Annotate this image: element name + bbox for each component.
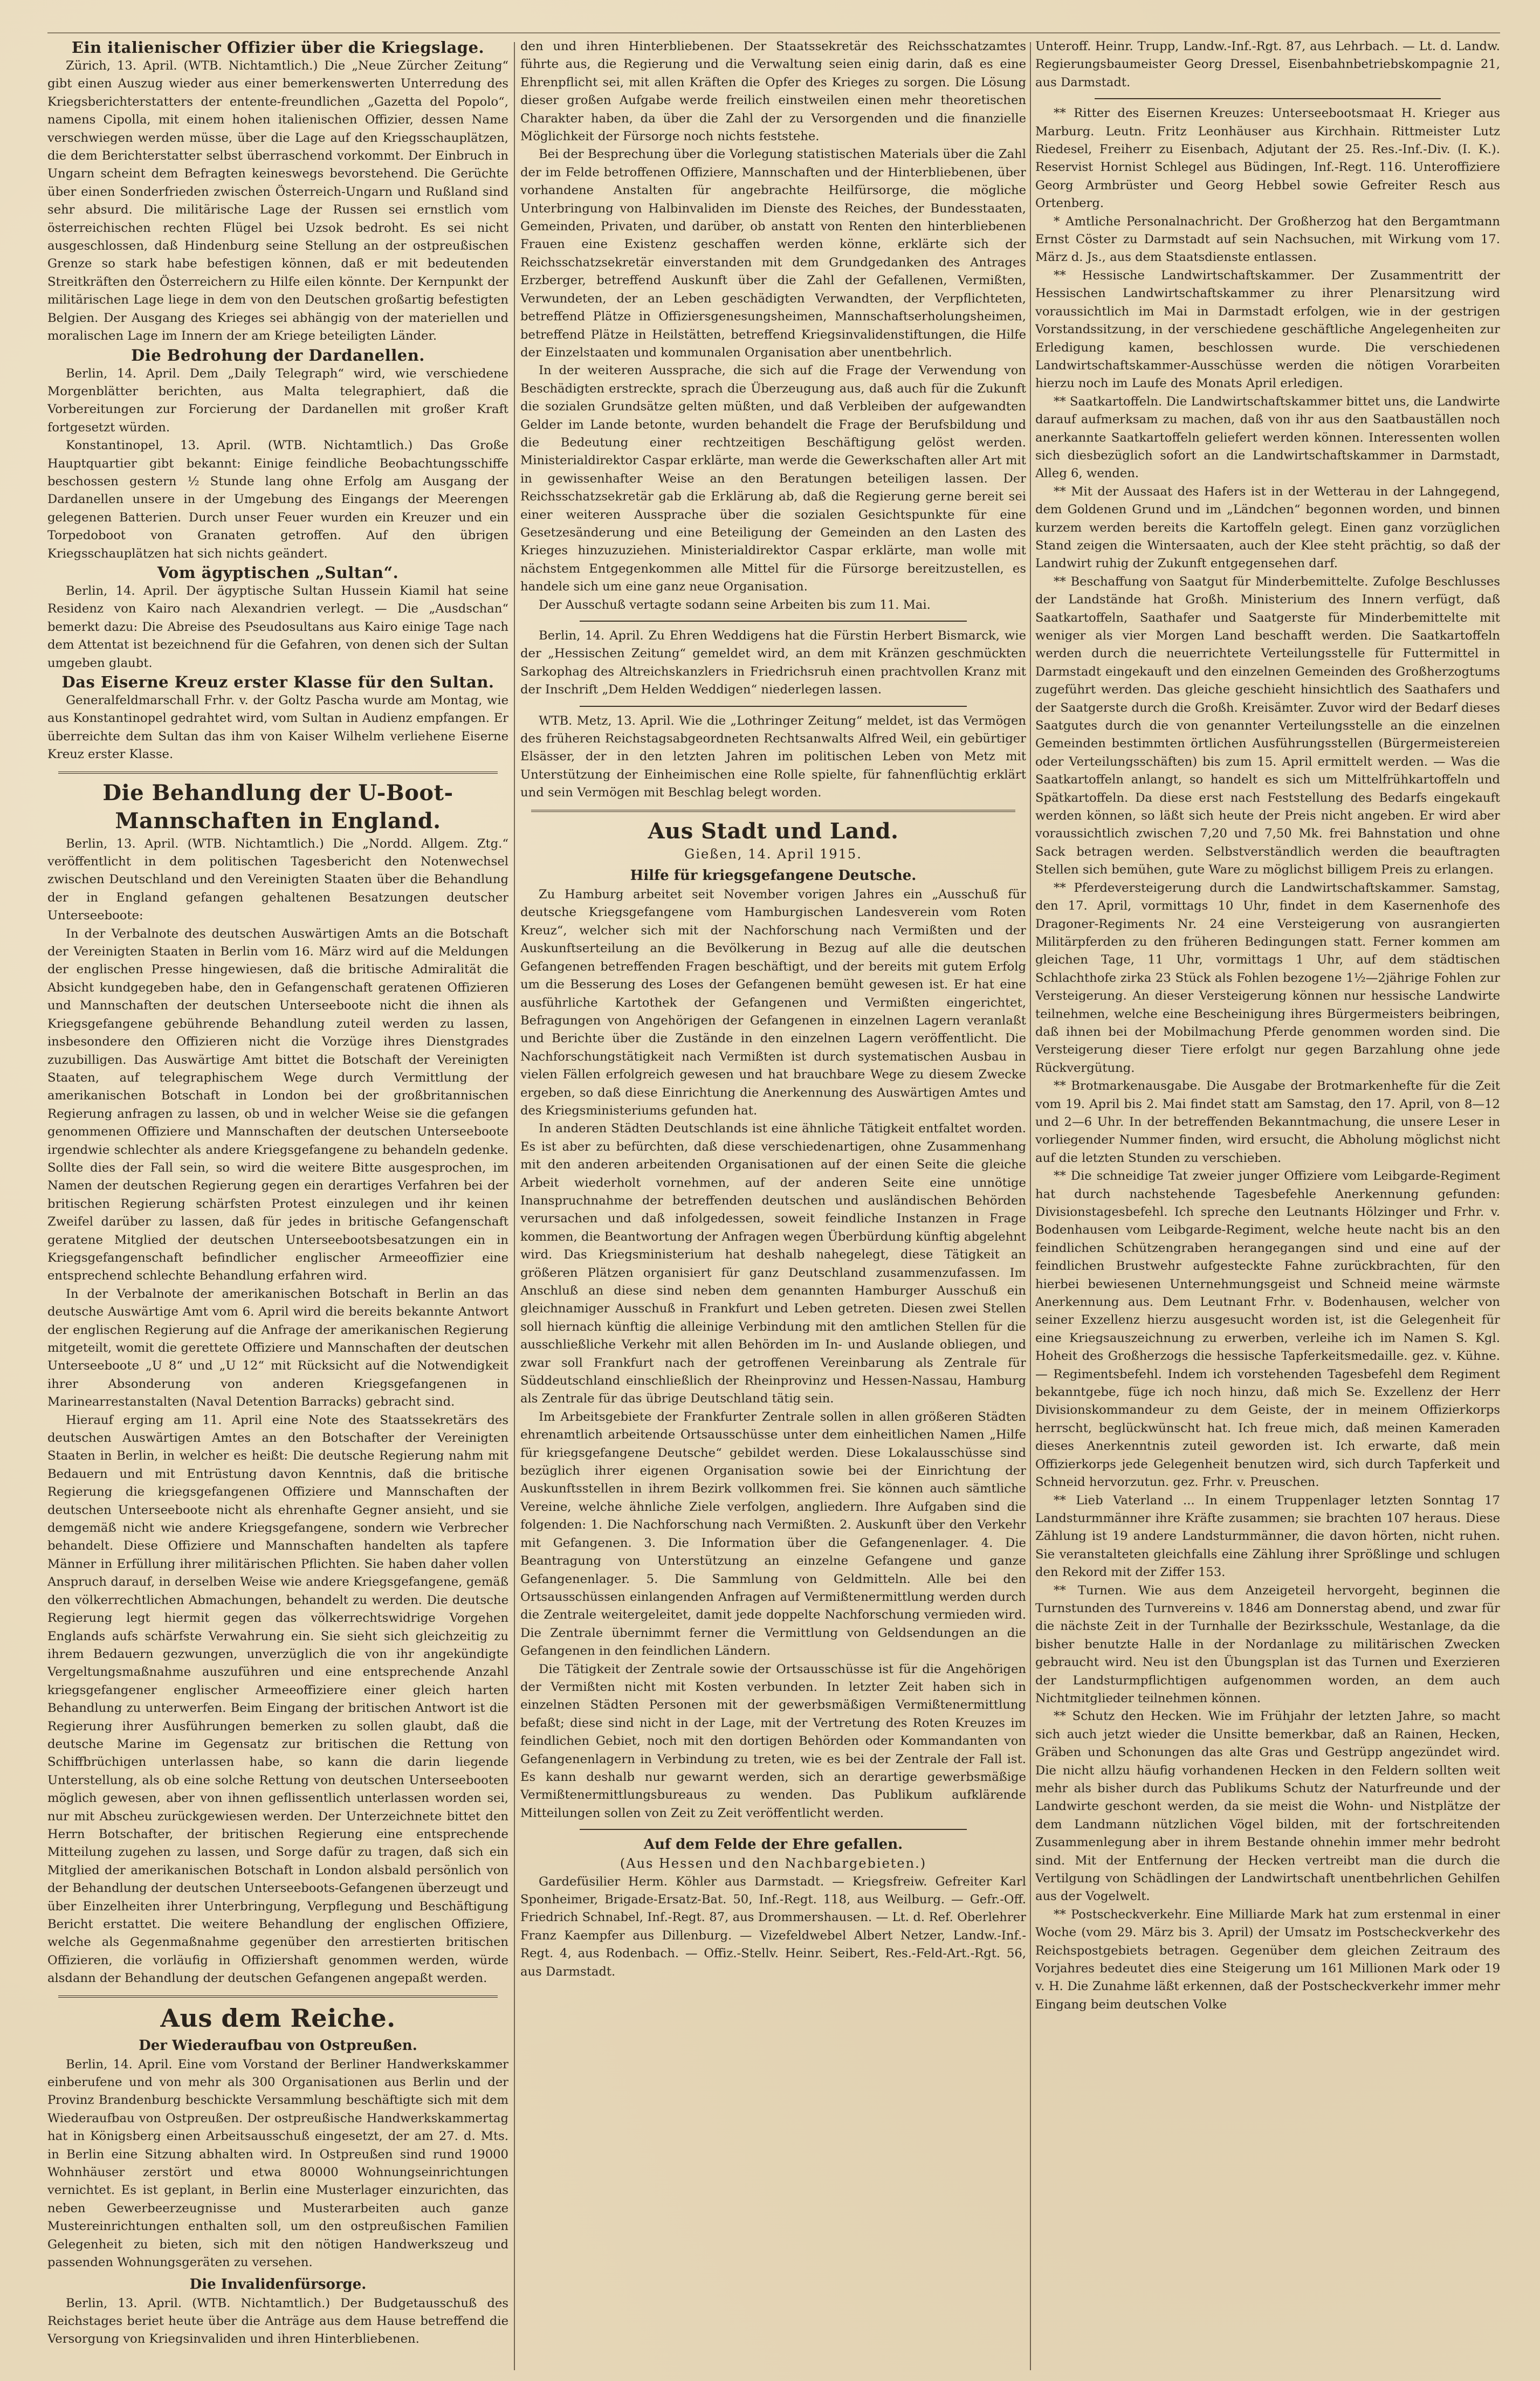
notice-saatkartoffeln: ** Saatkartoffeln. Die Landwirtschaftskammer bittet uns, die Landwirte darauf aufmerksam zu machen, daß von ihr aus den Saatbauställen noch anerkannte Saatkartoffeln geliefert werden können. Interessenten wollen sich diesbezüglich sofort an die Landwirtschaftskammer in Darmstadt, Alleg 6, wenden. [1035, 394, 1500, 481]
notice-pferdeversteigerung: ** Pferdeversteigerung durch die Landwirtschaftskammer. Samstag, den 17. April, vormittags 10 Uhr, findet in dem Kasernenhofe des Dragoner-Regiments Nr. 24 eine Versteigerung von ausrangierten Militärpferden zu den früheren Bedingungen statt. Ferner kommen am gleichen Tage, 11 Uhr, vormittags 1 Uhr, auf dem städtischen Schlachthofe zirka 23 Stück als Fohlen bezogene 1½—2jährige Fohlen zur Versteigerung. An dieser Versteigerung können nur hessische Landwirte teilnehmen, welche eine Bescheinigung ihres Bürgermeisters beibringen, daß ihnen bei der Mobilmachung Pferde genommen worden sind. Die Versteigerung dieser Tiere erfolgt nur gegen Barzahlung ohne jede Rückvergütung. [1035, 880, 1500, 1075]
notice-vaterland: ** Lieb Vaterland ... In einem Truppenlager letzten Sonntag 17 Landsturmmänner ihre Kräfte zusammen; sie brachten 107 heraus. Diese Zählung ist 19 andere Landsturmmänner, die davon hörten, nicht ruhen. Sie veranstalteten gleichfalls eine Zählung ihrer Sprößlinge und schlugen den Rekord mit der Ziffer 153. [1035, 1493, 1500, 1580]
divider [580, 706, 967, 707]
article-body-uboot-4: Hierauf erging am 11. April eine Note des Staatssekretärs des deutschen Auswärtigen Amtes an den Botschafter der Vereinigten Staaten in Berlin, in welcher es heißt: Die deutsche Regierung nahm mit Bedauern und mit Entrüstung davon Kenntnis, daß die britische Regierung die kriegsgefangenen Offiziere und Mannschaften der deutschen Unterseeboote nicht als ehrenhafte Gegner ansieht, und sie demgemäß nicht wie andere Kriegsgefangene, sondern wie Verbrecher behandelt. Diese Offiziere und Mannschaften handelten als tapfere Männer in Erfüllung ihrer militärischen Pflichten. Sie haben daher vollen Anspruch darauf, in derselben Weise wie andere Kriegsgefangene, gemäß den völkerrechtlichen Abmachungen, behandelt zu werden. Die deutsche Regierung legt hiermit gegen das völkerrechtswidrige Vorgehen Englands aufs schärfste Verwahrung ein. Sie sieht sich gleichzeitig zu ihrem Bedauern gezwungen, unverzüglich die von ihr angekündigte Vergeltungsmaßnahme auszuführen und eine entsprechende Anzahl kriegsgefangener englischer Armeeoffiziere einer gleich harten Behandlung zu unterwerfen. Beim Eingang der britischen Antwort ist die Regierung ihrer Ausführungen bemerken zu sollen glaubt, daß die deutsche Marine im Gegensatz zur britischen die Rettung von Schiffbrüchigen unterlassen habe, so kann die darin liegende Unterstellung, als ob eine solche Rettung von deutschen Unterseebooten möglich gewesen, aber von ihnen geflissentlich unterlassen worden sei, nur mit Abscheu zurückgewiesen werden. Der Unterzeichnete bittet den Herrn Botschafter, der britischen Regierung eine entsprechende Mitteilung zugehen zu lassen, und Sorge dafür zu tragen, daß sich ein Mitglied der amerikanischen Botschaft in London alsbald persönlich von der Behandlung der deutschen Unterseeboots-Gefangenen überzeugt und über Einzelheiten ihrer Unterbringung, Verpflegung und Beschäftigung Bericht erstattet. Die weitere Behandlung der englischen Offiziere, welche als Gegenmaßnahme gegenüber den arrestierten britischen Offizieren, die vorläufig in Offiziershaft genommen werden, würde alsdann der Behandlung der deutschen Gefangenen angepaßt werden. [47, 1413, 508, 1986]
article-title-sultan: Vom ägyptischen „Sultan“. [157, 563, 399, 582]
article-body-metz: WTB. Metz, 13. April. Wie die „Lothringer Zeitung“ meldet, ist das Vermögen des früheren Reichstagsabgeordneten Rechtsanwalts Alfred Weil, ein gebürtiger Elsässer, der in den letzten Jahren im politischen Leben von Metz mit Unterstützung der Einheimischen eine Rolle spielte, für fahnenflüchtig erklärt und sein Vermögen mit Beschlag belegt worden. [520, 713, 1026, 800]
notice-tagesbefehl: ** Die schneidige Tat zweier junger Offiziere vom Leibgarde-Regiment hat durch nachstehende Tagesbefehle Anerkennung gefunden: Divisionstagesbefehl. Ich spreche den Leutnants Hölzinger und Frhr. v. Bodenhausen vom Leibgarde-Regiment, welche heute nacht bis an den feindlichen Schützengraben herangegangen sind und eine auf der feindlichen Brustwehr aufgesteckte Fahne zurückbrachten, für den hierbei bewiesenen Unternehmungsgeist und Schneid meine wärmste Anerkennung aus. Dem Leutnant Frhr. v. Bodenhausen, welcher von seiner Exzellenz hierzu ausgesucht worden ist, ist die Gelegenheit für eine Kriegsauszeichnung zu erwerben, verleihe ich im Namen S. Kgl. Hoheit des Großherzogs die hessische Tapferkeitsmedaille. gez. v. Kühne. — Regimentsbefehl. Indem ich vorstehenden Tagesbefehl dem Regiment bekanntgebe, füge ich noch hinzu, daß mich Se. Exzellenz der Herr Divisionskommandeur zu dem Geiste, der in meinem Offizierkorps herrscht, beglückwünscht hat. Ich freue mich, daß meinen Kameraden dieses Anerkenntnis zuteil geworden ist. Ich erwarte, daß mein Offizierkorps jede Gelegenheit benutzen wird, sich durch Tapferkeit und Schneid hervorzutun. gez. Frhr. v. Preuschen. [1035, 1169, 1500, 1490]
notice-personalnachricht: * Amtliche Personalnachricht. Der Großherzog hat den Bergamtmann Ernst Cöster zu Darmstadt auf sein Nachsuchen, mit Wirkung vom 17. März d. Js., aus dem Staatsdienste entlassen. [1035, 214, 1500, 265]
article-body-uboot-1: Berlin, 13. April. (WTB. Nichtamtlich.) Die „Nordd. Allgem. Ztg.“ veröffentlicht in dem politischen Tagesbericht den Notenwechsel zwischen Deutschland und den Vereinigten Staaten über die Behandlung der in England gefangen gehaltenen Besatzungen deutscher Unterseeboote: [47, 836, 508, 923]
article-body-weddigen: Berlin, 14. April. Zu Ehren Weddigens hat die Fürstin Herbert Bismarck, wie der „Hessischen Zeitung“ gemeldet wird, an dem mit Kränzen geschmückten Sarkophag des Altreichskanzlers in Friedrichsruh einen prachtvollen Kranz mit der Inschrift „Dem Helden Weddigen“ niederlegen lassen. [520, 629, 1026, 697]
article-body-sultan: Berlin, 14. April. Der ägyptische Sultan Hussein Kiamil hat seine Residenz von Kairo nach Alexandrien verlegt. — Die „Ausdschan“ bemerkt dazu: Die Abreise des Pseudosultans aus Kairo einige Tage nach dem Attentat ist bezeichnend für die Gefahren, von denen sich der Sultan umgeben glaubt. [47, 583, 508, 670]
section-divider [58, 772, 498, 774]
notice-eisernes-kreuz: ** Ritter des Eisernen Kreuzes: Unterseebootsmaat H. Krieger aus Marburg. Leutn. Fritz Leonhäuser aus Kirchhain. Rittmeister Lutz Riedesel, Freiherr zu Eisenbach, Adjutant der 25. Res.-Inf.-Div. (I. K.). Reservist Hornist Schlegel aus Büdingen, Inf.-Regt. 116. Unteroffiziere Georg Armbrüster und Georg Hebbel sowie Gefreiter Resch aus Ortenberg. [1035, 106, 1500, 211]
top-rule [47, 32, 1500, 33]
column-2 [520, 38, 1026, 2376]
divider [1095, 98, 1441, 99]
article-body-uboot-3: In der Verbalnote der amerikanischen Botschaft in Berlin an das deutsche Auswärtige Amt vom 6. April wird die bereits bekannte Antwort der englischen Regierung auf die Anfrage der amerikanischen Regierung mitgeteilt, womit die gerettete Offiziere und Mannschaften der deutschen Unterseeboote „U 8“ und „U 12“ mit Rücksicht auf die Notwendigkeit ihrer Absonderung von anderen Kriegsgefangenen in Marinearrestanstalten (Naval Detention Barracks) gebracht sind. [47, 1286, 508, 1409]
article-body-dardanellen-2: Konstantinopel, 13. April. (WTB. Nichtamtlich.) Das Große Hauptquartier gibt bekannt: Einige feindliche Beobachtungsschiffe beschossen gestern ½ Stunde lang ohne Erfolg am Ausgang der Dardanellen unsere in der Umgebung des Eingangs der Meerengen gelegenen Batterien. Durch unser Feuer wurden ein Kreuzer und ein Torpedoboot von Granaten getroffen. Auf den übrigen Kriegsschauplätzen hat sich nichts geändert. [47, 438, 508, 561]
article-title-kreuz: Das Eiserne Kreuz erster Klasse für den Sultan. [61, 673, 494, 691]
article-body-gefallen: Gardefüsilier Herm. Köhler aus Darmstadt. — Kriegsfreiw. Gefreiter Karl Sponheimer, Brigade-Ersatz-Bat. 50, Inf.-Regt. 118, aus Weilburg. — Gefr.-Off. Friedrich Schnabel, Inf.-Regt. 87, aus Drommershausen. — Lt. d. Ref. Oberlehrer Franz Kaempfer aus Dillenburg. — Vizefeldwebel Albert Netzer, Landw.-Inf.-Regt. 4, aus Rodenbach. — Offiz.-Stellv. Heinr. Seibert, Res.-Feld-Art.-Rgt. 56, aus Darmstadt. [520, 1874, 1026, 1979]
notice-postscheck: ** Postscheckverkehr. Eine Milliarde Mark hat zum erstenmal in einer Woche (vom 29. März bis 3. April) der Umsatz im Postscheckverkehr des Reichspostgebiets betragen. Gegenüber dem gleichen Zeitraum des Vorjahres bedeutet dies eine Steigerung um 161 Millionen Mark oder 19 v. H. Die Zunahme läßt erkennen, daß der Postscheckverkehr immer mehr Eingang beim deutschen Volke [1035, 1907, 1500, 2012]
article-title-ostpreussen: Der Wiederaufbau von Ostpreußen. [139, 2037, 417, 2054]
section-divider [531, 810, 1015, 812]
column-rule-left [514, 42, 515, 2370]
article-body-kriegsgefangene-4: Die Tätigkeit der Zentrale sowie der Ortsausschüsse ist für die Angehörigen der Vermißten nicht mit Kosten verbunden. In letzter Zeit haben sich in einzelnen Städten Personen mit der gewerbsmäßigen Vermißtenermittlung befaßt; diese sind nicht in der Lage, mit der Vertretung des Roten Kreuzes im feindlichen Gebiet, noch mit den dortigen Behörden oder Kommandanten von Gefangenenlagern in Verbindung zu treten, wie es bei der Zentrale der Fall ist. Es kann deshalb nur gewarnt werden, sich an derartige gewerbsmäßige Vermißtenermittlungsbureaus zu wenden. Das Publikum aufklärende Mitteilungen sollen von Zeit zu Zeit veröffentlicht werden. [520, 1662, 1026, 1820]
dateline: Gießen, 14. April 1915. [684, 846, 862, 862]
article-continuation-gefallen: Unteroff. Heinr. Trupp, Landw.-Inf.-Rgt. 87, aus Lehrbach. — Lt. d. Landw. Regierungsbaumeister Georg Dressel, Eisenbahnbetriebskompagnie 21, aus Darmstadt. [1035, 39, 1500, 90]
notice-hafer: ** Mit der Aussaat des Hafers ist in der Wetterau in der Lahngegend, dem Goldenen Grund und im „Ländchen“ begonnen worden, und binnen kurzem werden bereits die Kartoffeln gelegt. Einen ganz vorzüglichen Stand zeigen die Wintersaaten, auch der Klee steht prächtig, so daß der Landwirt ruhig der Zukunft entgegensehen darf. [1035, 484, 1500, 571]
notice-landwirtschaftskammer: ** Hessische Landwirtschaftskammer. Der Zusammentritt der Hessischen Landwirtschaftskammer zu ihrer Plenarsitzung wird voraussichtlich im Mai in Darmstadt erfolgen, wie in der gestrigen Vorstandssitzung, in der verschiedene geschäftliche Angelegenheiten zur Erledigung kamen, beschlossen wurde. Die verschiedenen Landwirtschaftskammer-Ausschüsse werden die nötigen Vorarbeiten hierzu noch im Laufe des Monats April erledigen. [1035, 268, 1500, 391]
article-subtitle-gefallen: (Aus Hessen und den Nachbargebieten.) [620, 1856, 927, 1871]
article-body-kreuz: Generalfeldmarschall Frhr. v. der Goltz Pascha wurde am Montag, wie aus Konstantinopel gedrahtet wird, vom Sultan in Audienz empfangen. Er überreichte dem Sultan das ihm von Kaiser Wilhelm verliehene Eiserne Kreuz erster Klasse. [47, 693, 508, 762]
article-body-dardanellen-1: Berlin, 14. April. Dem „Daily Telegraph“ wird, wie verschiedene Morgenblätter berichten, aus Malta telegraphiert, daß die Vorbereitungen zur Forcierung der Dardanellen mit großer Kraft fortgesetzt würden. [47, 366, 508, 435]
section-divider [58, 1995, 498, 1998]
article-title-gefallen: Auf dem Felde der Ehre gefallen. [643, 1836, 903, 1853]
notice-hecken: ** Schutz den Hecken. Wie im Frühjahr der letzten Jahre, so macht sich auch jetzt wieder die Unsitte bemerkbar, daß an Rainen, Hecken, Gräben und Schonungen das alte Gras und Gestrüpp angezündet wird. Die nicht allzu häufig vorhandenen Hecken in den Feldern sollten weit mehr als bisher durch das Publikums Schutz der Naturfreunde und der Landwirte geschont werden, da sie meist die Wohn- und Nistplätze der dem Landmann nützlichen Vögel bilden, mit der fortschreitenden Zusammenlegung aber in ihrem Bestande ohnehin immer mehr bedroht sind. Mit der Entfernung der Hecken vertreibt man die durch die Vertilgung von Schädlingen der Landwirtschaft unentbehrlichen Gehilfen aus der Vogelwelt. [1035, 1709, 1500, 1904]
article-body-uboot-2: In der Verbalnote des deutschen Auswärtigen Amts an die Botschaft der Vereinigten Staaten in Berlin vom 16. März wird auf die Meldungen der englischen Presse hingewiesen, daß die britische Admiralität die Absicht kundgegeben habe, den in Gefangenschaft geratenen Offizieren und Mannschaften der deutschen Unterseeboote nicht die ihnen als Kriegsgefangene gebührende Behandlung zuteil werden zu lassen, insbesondere den Offizieren nicht die Vorzüge ihres Dienstgrades zuzubilligen. Das Auswärtige Amt bittet die Botschaft der Vereinigten Staaten, auf telegraphischem Wege durch Vermittlung der amerikanischen Botschaft in London bei der großbritannischen Regierung anfragen zu lassen, ob und in welcher Weise sie die gefangen genommenen Offiziere und Mannschaften der deutschen Unterseeboote irgendwie schlechter als andere Kriegsgefangene zu behandeln gedenke. Sollte dies der Fall sein, so wird die weitere Bitte ausgesprochen, im Namen der deutschen Regierung gegen ein derartiges Verfahren bei der britischen Regierung schärfsten Protest einzulegen und ihr keinen Zweifel darüber zu lassen, daß für jedes in britische Gefangenschaft geratene Mitglied der deutschen Unterseebootsbesatzungen ein in Kriegsgefangenschaft befindlicher englischer Armeeoffizier eine entsprechend schlechte Behandlung erfahren wird. [47, 926, 508, 1283]
notice-brotmarken: ** Brotmarkenausgabe. Die Ausgabe der Brotmarkenhefte für die Zeit vom 19. April bis 2. Mai findet statt am Samstag, den 17. April, von 8—12 und 2—6 Uhr. In der betreffenden Bekanntmachung, die unsere Leser in vorliegender Nummer finden, wird ersucht, die Abholung möglichst nicht auf die letzten Stunden zu verschieben. [1035, 1079, 1500, 1165]
article-body-italien: Zürich, 13. April. (WTB. Nichtamtlich.) Die „Neue Zürcher Zeitung“ gibt einen Auszug wieder aus einer bemerkenswerten Unterredung des Kriegsberichterstatters der entente-freundlichen „Gazetta del Popolo“, namens Cipolla, mit einem hohen italienischen Offizier, dessen Name verschwiegen werden müsse, über die Lage auf den Kriegsschauplätzen, die dem Berichterstatter selbst überraschend vorkommt. Der Einbruch in Ungarn scheint dem Befragten keineswegs bevorstehend. Die Gerüchte über einen Sonderfrieden zwischen Österreich-Ungarn und Rußland sind sehr absurd. Die militärische Lage der Russen sei ernstlich vom österreichischen rechten Flügel bei Uzsok bedroht. Es sei nicht ausgeschlossen, daß Hindenburg seine Stellung an der ostpreußischen Grenze so stark habe befestigen können, daß er mit bedeutenden Streitkräften den Österreichern zu Hilfe eilen könnte. Der Kernpunkt der militärischen Lage liege in dem von den Deutschen großartig befestigten Belgien. Der Ausgang des Krieges sei abhängig von der materiellen und moralischen Lage im Innern der am Kriege beteiligten Länder. [47, 59, 508, 343]
article-body-fuersorge-2: Bei der Besprechung über die Vorlegung statistischen Materials über die Zahl der im Felde betroffenen Offiziere, Mannschaften und der Hinterbliebenen, über vorhandene Anstalten für angebrachte Heilfürsorge, die mögliche Unterbringung von Halbinvaliden im Dienste des Reiches, der Bundesstaaten, Gemeinden, Privaten, und darüber, ob anstatt von Renten den hinterbliebenen Frauen eine Existenz geschaffen werden könne, erklärte sich der Reichsschatzsekretär einverstanden mit dem Grundgedanken des Antrages Erzberger, betreffend Auskunft über die Zahl der Gefallenen, Vermißten, Verwundeten, der an Leben geschädigten Verwandten, der Verpflichteten, betreffend Plätze in Offiziersgenesungsheimen, Mannschaftserholungsheimen, betreffend Plätze in Heilstätten, betreffend Kriegsinvalidenstiftungen, die Hilfe der Einzelstaaten und kommunalen Organisation aber unentbehrlich. [520, 147, 1026, 360]
article-body-fuersorge-3: In der weiteren Aussprache, die sich auf die Frage der Verwendung von Beschädigten erstreckte, sprach die Überzeugung aus, daß auch für die Zukunft die sozialen Grundsätze gelten müßten, und daß Verbleiben der aufgewandten Gelder im Lande betonte, wurden behandelt die Frage der Berufsbildung und die Bedeutung einer rechtzeitigen Beschäftigung gelöst werden. Ministerialdirektor Caspar erklärte, man werde die Gewerkschaften aller Art mit in gewissenhafter Weise an den Beratungen beteiligen lassen. Der Reichsschatzsekretär gab die Erklärung ab, daß die Regierung gerne bereit sei einer weiteren Aussprache über die sozialen Gesichtspunkte für eine Gesetzesänderung und eine Beteiligung der Gemeinden an den Lasten des Krieges hinzuzuziehen. Ministerialdirektor Caspar erklärte, man wolle mit nächstem Entgegenkommen alle Mittel für die Fürsorge bereitzustellen, es handele sich um eine ganz neue Organisation. [520, 363, 1026, 594]
article-title-uboot: Die Behandlung der U-Boot-Mannschaften in England. [102, 780, 453, 834]
divider [580, 621, 967, 622]
article-title-invaliden: Die Invalidenfürsorge. [189, 2276, 367, 2293]
article-body-kriegsgefangene-1: Zu Hamburg arbeitet seit November vorigen Jahres ein „Ausschuß für deutsche Kriegsgefangene vom Hamburgischen Landesverein vom Roten Kreuz“, welcher sich mit der Nachforschung nach Vermißten und der Auskunftserteilung an die Bevölkerung in Bezug auf alle die deutschen Gefangenen betreffenden Fragen beschäftigt, und der bereits mit gutem Erfolg um die Besserung des Loses der Gefangenen bemüht gewesen ist. Er hat eine ausführliche Kartothek der Gefangenen und Vermißten eingerichtet, Befragungen von Angehörigen der Gefangenen in einzelnen Lagern veranlaßt und Berichte über die Zustände in den einzelnen Lagern veröffentlicht. Die Nachforschungstätigkeit nach Vermißten ist durch systematischen Ausbau in vielen Fällen erfolgreich gewesen und hat brauchbare Wege zu diesem Zwecke ergeben, so daß diese Einrichtung die Anerkennung des Auswärtigen Amtes und des Kriegsministeriums gefunden hat. [520, 887, 1026, 1118]
section-title-reiche: Aus dem Reiche. [160, 2003, 396, 2033]
article-body-kriegsgefangene-3: Im Arbeitsgebiete der Frankfurter Zentrale sollen in allen größeren Städten ehrenamtlich arbeitende Ortsausschüsse unter dem einheitlichen Namen „Hilfe für kriegsgefangene Deutsche“ gebildet werden. Diese Lokalausschüsse sind bezüglich ihrer eigenen Organisation sowie bei der Einrichtung der Auskunftsstellen in ihrem Bezirk vollkommen frei. Sie können auch sämtliche Vereine, welche ähnliche Ziele verfolgen, angliedern. Ihre Aufgaben sind die folgenden: 1. Die Nachforschung nach Vermißten. 2. Auskunft über den Verkehr mit Gefangenen. 3. Die Information über die Gefangenenlager. 4. Die Beantragung von Unterstützung an einzelne Gefangene und ganze Gefangenenlager. 5. Die Sammlung von Geldmitteln. Alle bei den Ortsausschüssen einlangenden Anfragen auf Vermißtenermittlung werden durch die Zentrale weitergeleitet, damit jede doppelte Nachforschung vermieden wird. Die Zentrale übernimmt ferner die Vermittlung von Geldsendungen an die Gefangenen in den feindlichen Ländern. [520, 1409, 1026, 1659]
article-title-dardanellen: Die Bedrohung der Dardanellen. [131, 346, 425, 364]
column-3 [1035, 38, 1500, 2376]
notice-turnen: ** Turnen. Wie aus dem Anzeigeteil hervorgeht, beginnen die Turnstunden des Turnvereins v. 1846 am Donnerstag abend, und zwar für die nächste Zeit in der Turnhalle der Bezirksschule, Westanlage, da die bisher benutzte Halle in der Nordanlage zu militärischen Zwecken gebraucht wird. Neu ist den Übungsplan ist das Turnen und Exerzieren der Landsturmpflichtigen aufgenommen worden, an dem auch Nichtmitglieder teilnehmen können. [1035, 1583, 1500, 1705]
article-body-kriegsgefangene-2: In anderen Städten Deutschlands ist eine ähnliche Tätigkeit entfaltet worden. Es ist aber zu befürchten, daß diese verschiedenartigen, ohne Zusammenhang mit den anderen arbeitenden Organisationen auf der einen Seite die gleiche Arbeit wiederholt vornehmen, auf der anderen Seite eine unnötige Inanspruchnahme der betreffenden deutschen und ausländischen Behörden verursachen und daß infolgedessen, soweit feindliche Instanzen in Frage kommen, die Beantwortung der Anfragen wegen Überbürdung künftig abgelehnt wird. Das Kriegsministerium hat deshalb nahegelegt, diese Tätigkeit an größeren Plätzen organisiert für ganz Deutschland zusammenzufassen. Im Anschluß an diese sind neben dem genannten Hamburger Ausschuß ein gleichnamiger Ausschuß in Frankfurt und Leben getreten. Diesen zwei Stellen soll hiernach künftig die alleinige Verbindung mit den amtlichen Stellen für die ausschließliche Verkehr mit allen Behörden im In- und Auslande obliegen, und zwar soll Frankfurt nach der getroffenen Vereinbarung als Zentrale für Süddeutschland einschließlich der Rheinprovinz und Hessen-Nassau, Hamburg als Zentrale für das übrige Deutschland tätig sein. [520, 1121, 1026, 1406]
section-title-stadt: Aus Stadt und Land. [648, 818, 899, 844]
article-title-italien: Ein italienischer Offizier über die Kriegslage. [71, 38, 485, 57]
column-rule-right [1030, 42, 1031, 2370]
notice-saatgut: ** Beschaffung von Saatgut für Minderbemittelte. Zufolge Beschlusses der Landstände hat Großh. Ministerium des Innern verfügt, daß Saatkartoffeln, Saathafer und Saatgerste für Minderbemittelte mit weniger als vier Morgen Land beschafft werden. Die Saatkartoffeln werden durch die neuerrichtete Verteilungsstelle für Futtermittel in Darmstadt eingekauft und den einzelnen Gemeinden des Großherzogtums zugeführt werden. Das gleiche geschieht hinsichtlich des Saathafers und der Saatgerste durch die Großh. Kreisämter. Zuvor wird der Bedarf dieses Saatgutes durch die von genannter Verteilungsstelle an die einzelnen Gemeinden bestimmten örtlichen Ausführungsstellen (Bürgermeistereien oder Verteilungsschäften) bis zum 15. April ermittelt werden. — Was die Saatkartoffeln anlangt, so handelt es sich um Mittelfrühkartoffeln und Spätkartoffeln. Da diese erst nach Feststellung des Bedarfs eingekauft werden können, so läßt sich heute der Preis nicht angeben. Er wird aber voraussichtlich zwischen 7,20 und 7,50 Mk. frei Bahnstation und ohne Sack betragen werden. Selbstverständlich werden die beauftragten Stellen sich bemühen, gute Ware zu möglichst billigem Preis zu erlangen. [1035, 574, 1500, 877]
article-title-kriegsgefangene: Hilfe für kriegsgefangene Deutsche. [630, 868, 917, 884]
article-body-ostpreussen: Berlin, 14. April. Eine vom Vorstand der Berliner Handwerkskammer einberufene und von mehr als 300 Organisationen aus Berlin und der Provinz Brandenburg beschickte Versammlung beschäftigte sich mit dem Wiederaufbau von Ostpreußen. Der ostpreußische Handwerkskammertag hat in Königsberg einen Arbeitsausschuß eingesetzt, der am 27. d. Mts. in Berlin eine Sitzung abhalten wird. In Ostpreußen sind rund 19000 Wohnhäuser zerstört und etwa 80000 Wohnungseinrichtungen vernichtet. Es ist geplant, in Berlin eine Musterlager einzurichten, das neben Gewerbeerzeugnisse und Musterarbeiten auch ganze Mustereinrichtungen enthalten soll, um den ostpreußischen Familien Gelegenheit zu bieten, sich mit den nötigen Handwerkszeug und passenden Wohnungsgeräten zu versehen. [47, 2057, 508, 2270]
article-continuation: den und ihren Hinterbliebenen. Der Staatssekretär des Reichsschatzamtes führte aus, die Regierung und die Verwaltung seien einig darin, daß es eine Ehrenpflicht sei, mit allen Kräften die Opfer des Krieges zu sorgen. Die Lösung dieser großen Aufgabe werde freilich einstweilen einen mehr theoretischen Charakter haben, da über die Zahl der zu Versorgenden und die finanzielle Möglichkeit der Fürsorge noch nichts feststehe. [520, 39, 1026, 144]
column-1 [47, 38, 508, 2376]
article-body-fuersorge-4: Der Ausschuß vertagte sodann seine Arbeiten bis zum 11. Mai. [539, 597, 931, 612]
article-body-invaliden: Berlin, 13. April. (WTB. Nichtamtlich.) Der Budgetausschuß des Reichstages beriet heute über die Anträge aus dem Hause betreffend die Versorgung von Kriegsinvaliden und ihren Hinterbliebenen. [47, 2296, 508, 2346]
divider [580, 1829, 967, 1830]
